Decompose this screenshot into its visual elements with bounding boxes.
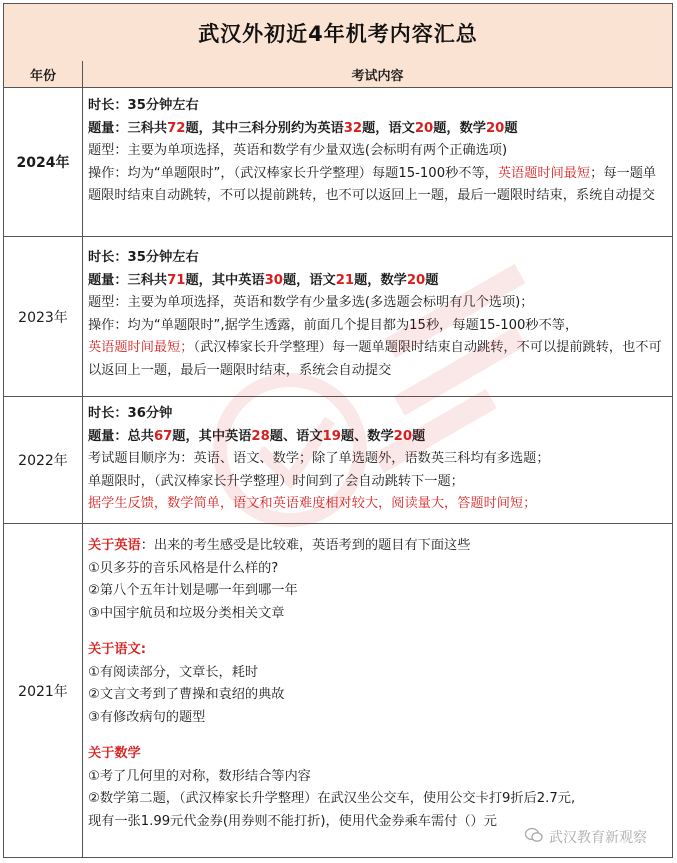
order-line: 考试题目顺序为：英语、语文、数学；除了单选题外，语数英三科均有多选题； (88, 451, 550, 466)
year-cell: 2024年 (4, 88, 83, 236)
wechat-icon (525, 827, 543, 847)
feedback-line: 据学生反馈，数学简单，语文和英语难度相对较大，阅读量大，答题时间短； (88, 496, 537, 511)
list-item: ①有阅读部分，文章长，耗时 (88, 664, 259, 680)
operation-line: 操作：均为“单题限时”,据学生透露，前面几个提目都为15秒，每题15-100秒不等， (88, 317, 579, 333)
header-year: 年份 (4, 61, 83, 87)
content-cell (88, 403, 664, 516)
list-item: ③中国宇航员和垃圾分类相关文章 (88, 605, 285, 621)
content-cell (88, 247, 664, 382)
year-cell: 2022年 (4, 397, 83, 523)
duration-line: 时长：36分钟 (88, 406, 173, 421)
footer-watermark-text: 武汉教育新观察 (549, 830, 647, 846)
list-item: ①考了几何里的对称，数形结合等内容 (88, 768, 311, 784)
header-content: 考试内容 (351, 68, 404, 84)
chinese-heading: 关于语文: (88, 642, 147, 657)
row-2021 (4, 524, 672, 857)
row-2023 (4, 237, 672, 397)
list-item: ②第八个五年计划是哪一年到哪一年 (88, 583, 298, 598)
year-cell: 2021年 (4, 524, 83, 857)
year-cell: 2023年 (4, 237, 83, 396)
english-intro: 关于英语：出来的考生感受是比较难，英语考到的题目有下面这些 (88, 538, 471, 553)
table-header (4, 61, 672, 88)
row-2024 (4, 88, 672, 237)
table-title: 武汉外初近4年机考内容汇总 (4, 4, 672, 62)
list-item: ③有修改病句的题型 (88, 709, 206, 725)
summary-table (3, 3, 673, 858)
list-item: ②数学第二题，（武汉棒家长升学整理）在武汉坐公交车，使用公交卡打9折后2.7元, (88, 791, 576, 806)
timing-line: 单题限时，（武汉棒家长升学整理）时间到了会自动跳转下一题； (88, 473, 464, 489)
content-cell (88, 95, 664, 208)
count-line: 题量：总共67题，其中英语28题、语文19题、数学20题 (88, 428, 426, 444)
duration-line: 时长：35分钟左右 (88, 98, 199, 113)
count-line: 题量：三科共72题，其中三科分别约为英语32题，语文20题，数学20题 (88, 120, 518, 136)
list-item: ①贝多芬的音乐风格是什么样的? (88, 560, 279, 576)
duration-line: 时长：35分钟左右 (88, 250, 199, 265)
type-line: 题型：主要为单项选择，英语和数学有少量多选(多选题会标明有几个选项)； (88, 295, 534, 310)
operation-line-2: 英语题时间最短；（武汉棒家长升学整理）每一题单题限时结束自动跳转，不可以提前跳转，也不可以返回上一题，最后一题限时结束，系统会自动提交 (88, 340, 662, 378)
type-line: 题型：主要为单项选择，英语和数学有少量双选(会标明有两个正确选项) (88, 143, 508, 158)
row-2022 (4, 397, 672, 524)
operation-line: 操作：均为“单题限时”，（武汉棒家长升学整理）每题15-100秒不等，英语题时间最短；每一题单题限时结束自动跳转，不可以提前跳转，也不可以返回上一题，最后一题限时结束，系统自动提交 (88, 165, 657, 203)
content-cell (88, 535, 664, 833)
count-line: 题量：三科共71题，其中英语30题，语文21题，数学20题 (88, 272, 439, 288)
footer-watermark (525, 827, 647, 847)
english-heading: 关于英语 (88, 538, 141, 553)
math-heading: 关于数学 (88, 746, 141, 761)
list-item: ②文言文考到了曹操和袁绍的典故 (88, 687, 285, 702)
list-item: 现有一张1.99元代金券(用券则不能打折)，使用代金券乘车需付（）元 (88, 813, 497, 829)
